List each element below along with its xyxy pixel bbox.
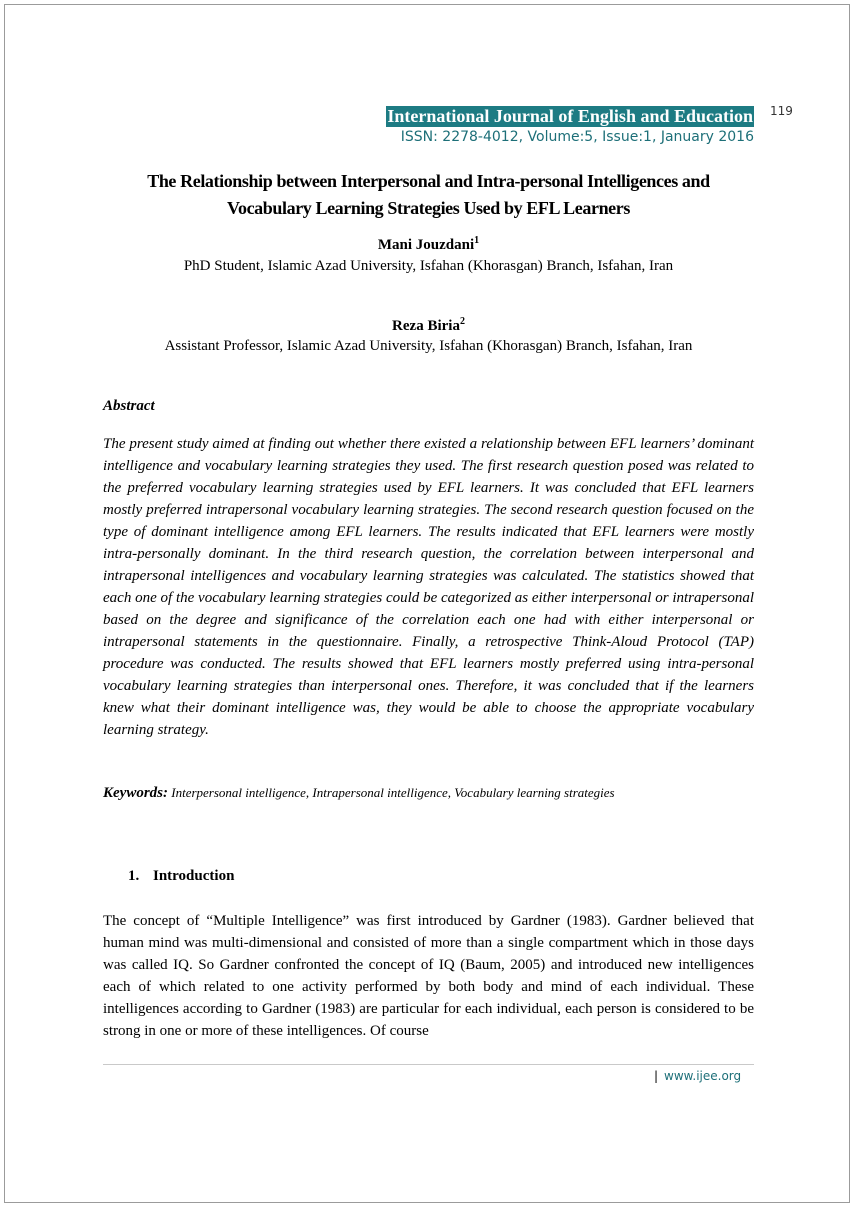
section-title: Introduction	[153, 868, 235, 884]
section-number: 1.	[128, 868, 140, 884]
abstract-heading: Abstract	[103, 398, 155, 414]
section-heading-introduction	[128, 868, 234, 885]
keywords	[103, 785, 754, 802]
author-1-name	[103, 231, 754, 255]
author-2-name-text: Reza Biria	[392, 318, 460, 334]
footer-separator: |	[654, 1069, 659, 1083]
footer-website	[654, 1069, 741, 1083]
author-1-sup: 1	[474, 235, 480, 246]
author-2-sup: 2	[459, 316, 465, 327]
abstract-body: The present study aimed at finding out whether there existed a relationship between EFL learners’ dominant intelligence and vocabulary learning strategies they used. The first research question posed was related to the preferred vocabulary learning strategies used by EFL learners. It was concluded that EFL learners mostly preferred intrapersonal vocabulary learning strategies. The second research question focused on the type of dominant intelligence among EFL learners. The results indicated that EFL learners were mostly intra-personally dominant. In the third research question, the correlation between interpersonal and intrapersonal intelligences and vocabulary learning strategies was calculated. The statistics showed that each one of the vocabulary learning strategies could be categorized as either interpersonal or intrapersonal based on the degree and significance of the correlation each one had with either interpersonal or intrapersonal statements in the questionnaire. Finally, a retrospective Think-Aloud Protocol (TAP) procedure was conducted. The results showed that EFL learners mostly preferred using intra-personal vocabulary learning strategies than interpersonal ones. Therefore, it was concluded that if the learners knew what their dominant intelligence was, they would be able to choose the appropriate vocabulary learning strategy.	[103, 436, 754, 738]
paper-title-line-2: Vocabulary Learning Strategies Used by EFL Learners	[227, 198, 630, 218]
author-1-affiliation: PhD Student, Islamic Azad University, Isfahan (Khorasgan) Branch, Isfahan, Iran	[183, 258, 674, 274]
journal-name: International Journal of English and Education	[387, 106, 753, 126]
footer-website-link[interactable]: www.ijee.org	[664, 1069, 742, 1083]
author-2-affiliation: Assistant Professor, Islamic Azad University, Isfahan (Khorasgan) Branch, Isfahan, Iran	[164, 338, 693, 354]
author-2-name	[103, 312, 754, 336]
author-1-name-text: Mani Jouzdani	[377, 237, 475, 253]
issn-line: ISSN: 2278-4012, Volume:5, Issue:1, January 2016	[400, 129, 754, 145]
keywords-text: Interpersonal intelligence, Intrapersonal intelligence, Vocabulary learning strategies	[171, 785, 615, 800]
paper-title-line-1: The Relationship between Interpersonal and Intra-personal Intelligences and	[147, 171, 710, 191]
introduction-body: The concept of “Multiple Intelligence” was first introduced by Gardner (1983). Gardner believed that human mind was multi-dimensional and consisted of more than a single compartment which in those days was called IQ. So Gardner confronted the concept of IQ (Baum, 2005) and introduced new intelligences each of which related to one activity performed by both body and mind of each individual. These intelligences according to Gardner (1983) are particular for each individual, each person is considered to be strong in one or more of these intelligences. Of course	[103, 913, 754, 1039]
page-number: 119	[770, 104, 793, 118]
paper-title	[103, 168, 754, 222]
footer-divider	[103, 1064, 754, 1065]
keywords-label: Keywords:	[103, 785, 168, 801]
